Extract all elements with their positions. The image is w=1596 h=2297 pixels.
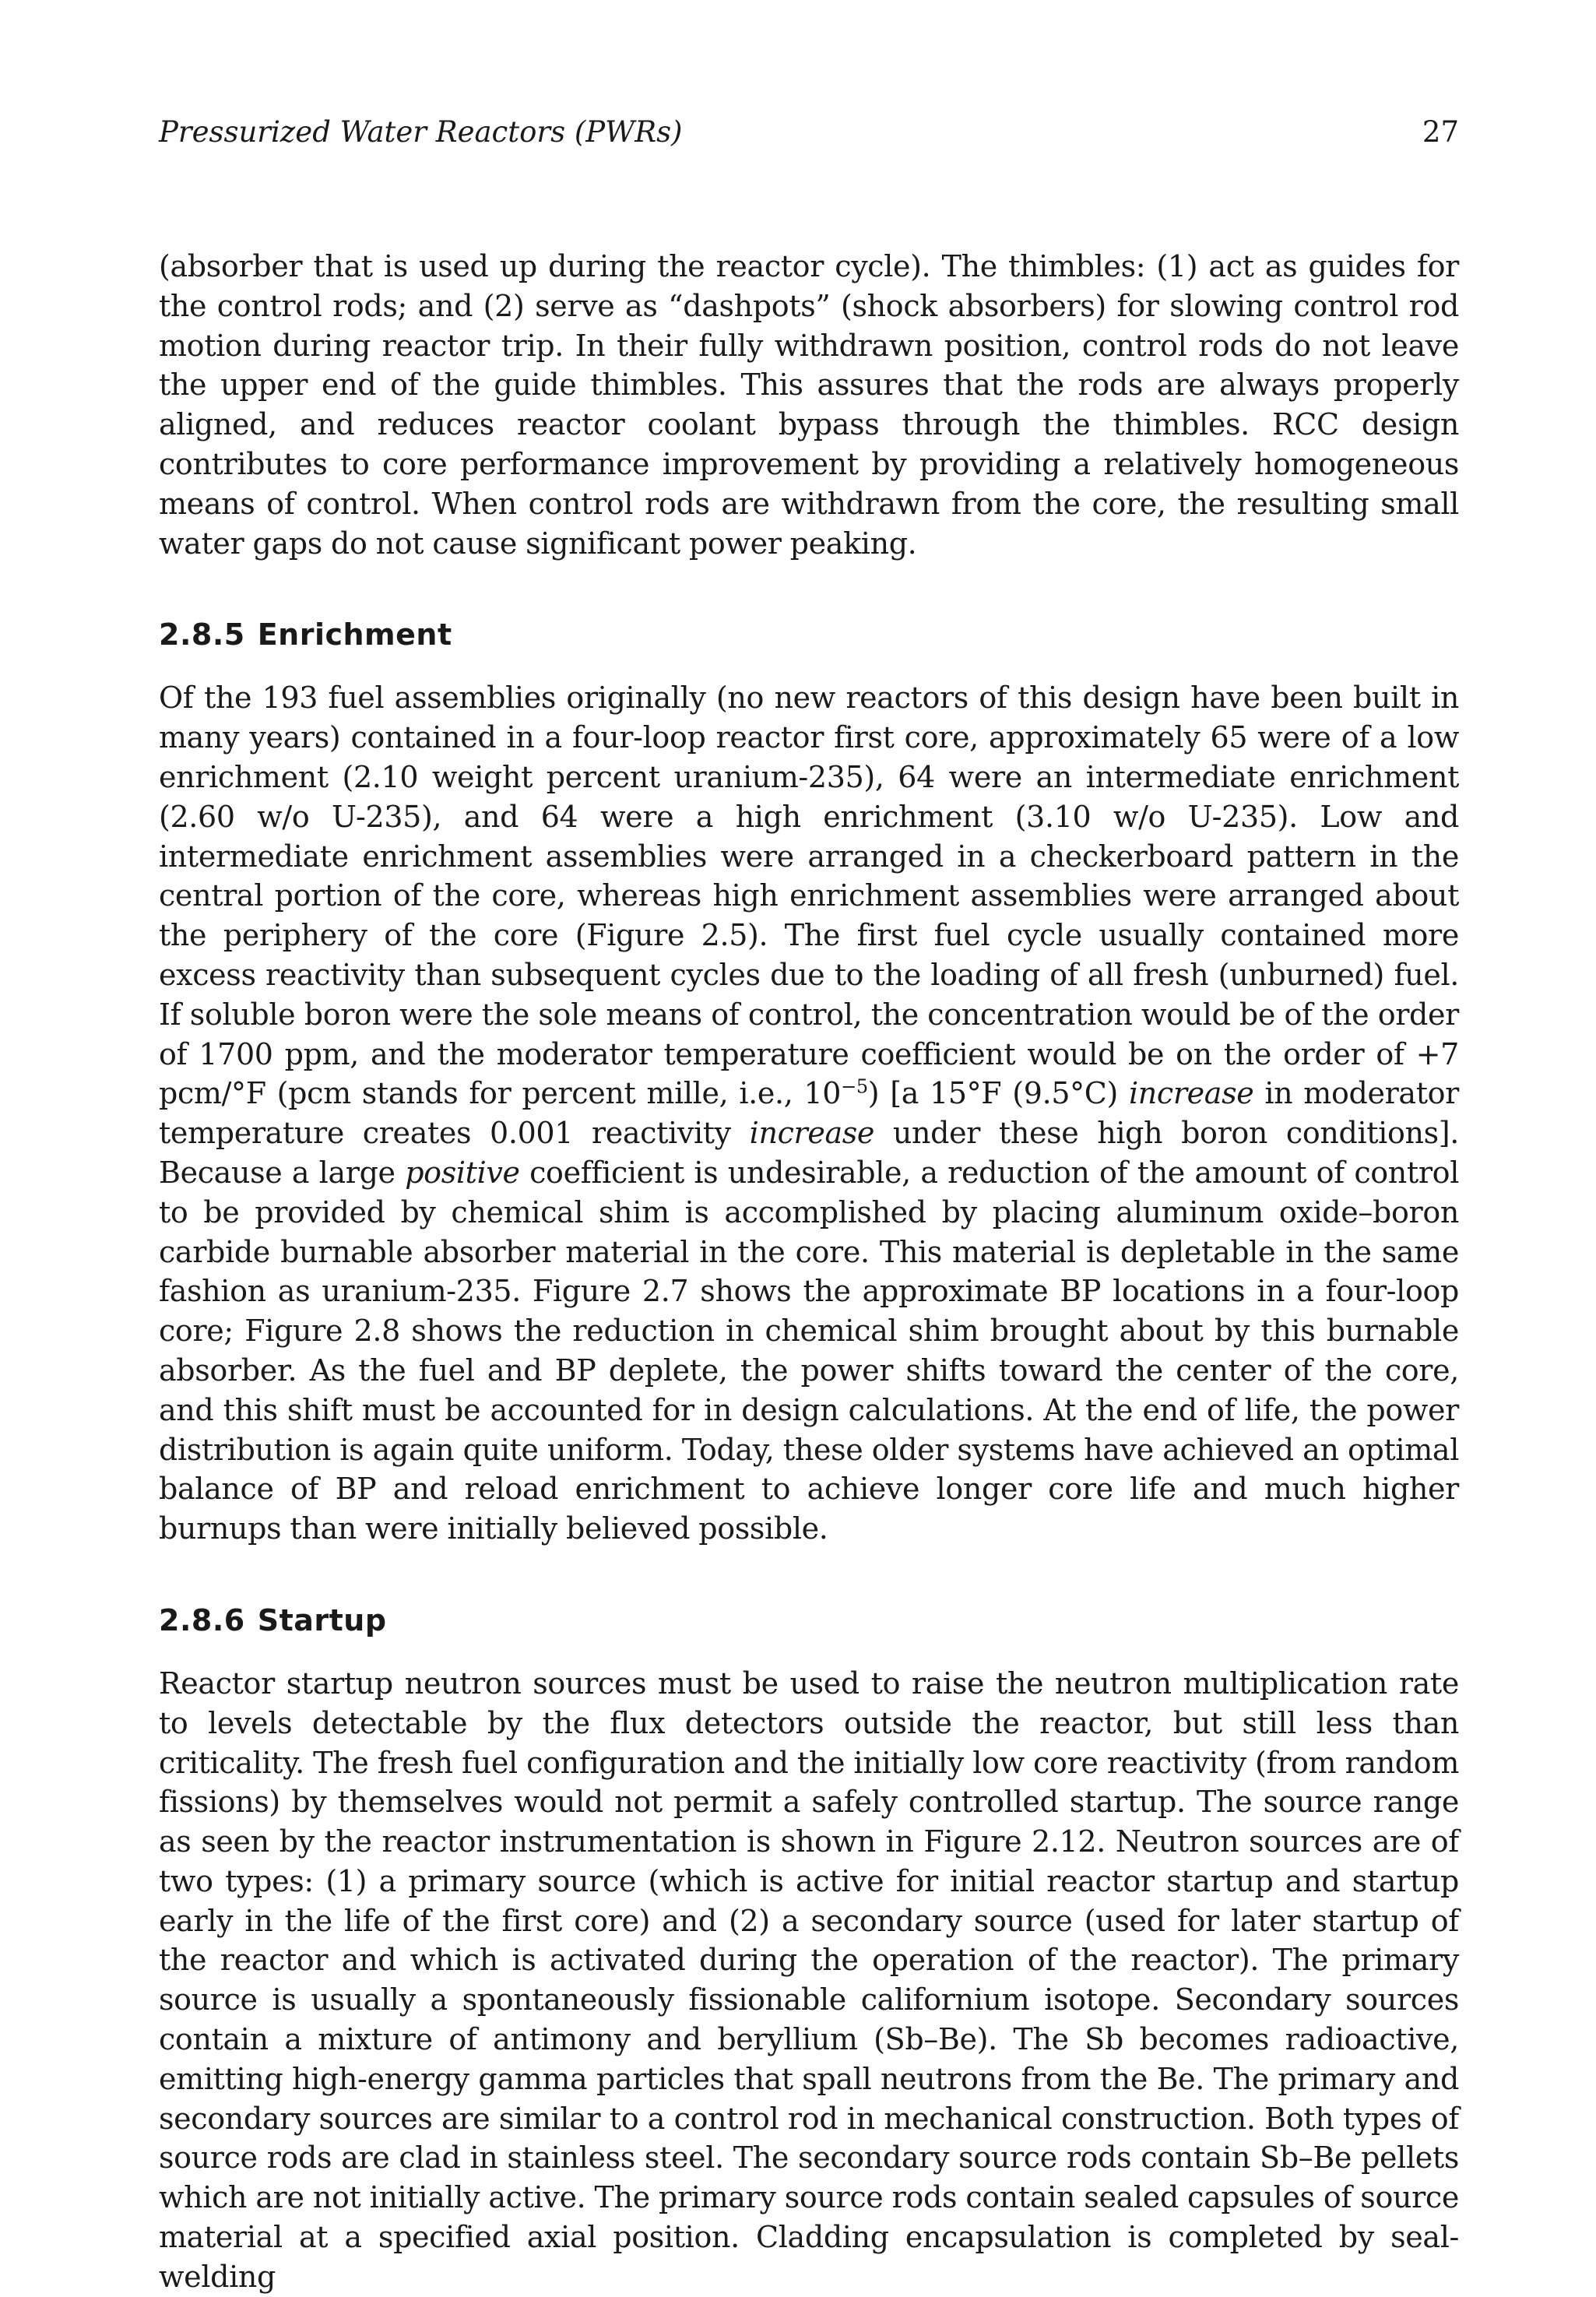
paragraph-enrichment [159,678,1459,1549]
text-run: coefficient is undesirable, a reduction of the amount of control to be provided by chemical shim is accomplished by placing aluminum oxide–boron carbide burnable absorber material in the core. This material is depletable in the same fashion as uranium-235. Figure 2.7 shows the approximate BP locations in a four-loop core; Figure 2.8 shows the reduction in chemical shim brought about by this burnable absorber. As the fuel and BP deplete, the power shifts toward the center of the core, and this shift must be accounted for in design calculations. At the end of life, the power distribution is again quite uniform. Today, these older systems have achieved an optimal balance of BP and reload enrichment to achieve longer core life and much higher burnups than were initially believed possible. [159,1155,1459,1546]
section-number: 2.8.6 [159,1602,245,1637]
running-header [159,114,1459,151]
page-body [159,247,1459,2297]
power-of-ten-exponent: −5 [841,1075,868,1098]
italic-emphasis: positive [405,1155,520,1190]
page-number: 27 [1422,115,1459,149]
section-title: Startup [257,1602,387,1637]
italic-emphasis: increase [1128,1076,1254,1111]
power-of-ten-base: 10 [803,1076,842,1111]
section-heading-enrichment [159,614,1459,655]
section-heading-startup [159,1600,1459,1641]
text-run: Of the 193 fuel assemblies originally (no new reactors of this design have been built in many years) contained in a four-loop reactor first core, approximately 65 were of a low enrichment (2.10 weight percent uranium-235), 64 were an intermediate enrichment (2.60 w/o U-235), and 64 were a high enrichment (3.10 w/o U-235). Low and intermediate enrichment assemblies were arranged in a checkerboard pattern in the central portion of the core, whereas high enrichment assemblies were arranged about the periphery of the core (Figure 2.5). The first fuel cycle usually contained more excess reactivity than subsequent cycles due to the loading of all fresh (unburned) fuel. If soluble boron were the sole means of control, the concentration would be of the order of 1700 ppm, and the moderator temperature coefficient would be on the order of +7 pcm/°F (pcm stands for percent mille, i.e., [159,681,1459,1111]
running-title: Pressurized Water Reactors (PWRs) [159,115,683,149]
italic-emphasis: increase [749,1116,875,1151]
paragraph-startup: Reactor startup neutron sources must be used to raise the neutron multiplication rate to levels detectable by the flux detectors outside the reactor, but still less than criticality. The fresh fuel configuration and the initially low core reactivity (from random fissions) by themselves would not permit a safely controlled startup. The source range as seen by the reactor instrumentation is shown in Figure 2.12. Neutron sources are of two types: (1) a primary source (which is active for initial reactor startup and startup early in the life of the first core) and (2) a secondary source (used for later startup of the reactor and which is activated during the operation of the reactor). The primary source is usually a spontaneously fissionable californium isotope. Secondary sources contain a mixture of antimony and beryllium (Sb–Be). The Sb becomes radioactive, emitting high-energy gamma particles that spall neutrons from the Be. The primary and secondary sources are similar to a control rod in mechanical construction. Both types of source rods are clad in stainless steel. The secondary source rods contain Sb–Be pellets which are not initially active. The primary source rods contain sealed capsules of source material at a specified axial position. Cladding encapsulation is completed by seal-welding [159,1666,1459,2294]
paragraph-control-rods: (absorber that is used up during the reactor cycle). The thimbles: (1) act as guides for the control rods; and (2) serve as “dashpots” (shock absorbers) for slowing control rod motion during reactor trip. In their fully withdrawn position, control rods do not leave the upper end of the guide thimbles. This assures that the rods are always properly aligned, and reduces reactor coolant bypass through the thimbles. RCC design contributes to core performance improvement by providing a relatively homogeneous means of control. When control rods are withdrawn from the core, the resulting small water gaps do not cause significant power peaking. [159,249,1459,561]
text-run: under these high boron conditions]. Because a large [159,1116,1459,1190]
text-run: in moderator temperature creates 0.001 reactivity [159,1076,1459,1151]
section-number: 2.8.5 [159,617,245,653]
text-run: ) [a 15°F (9.5°C) [867,1076,1129,1111]
section-title: Enrichment [257,617,452,653]
